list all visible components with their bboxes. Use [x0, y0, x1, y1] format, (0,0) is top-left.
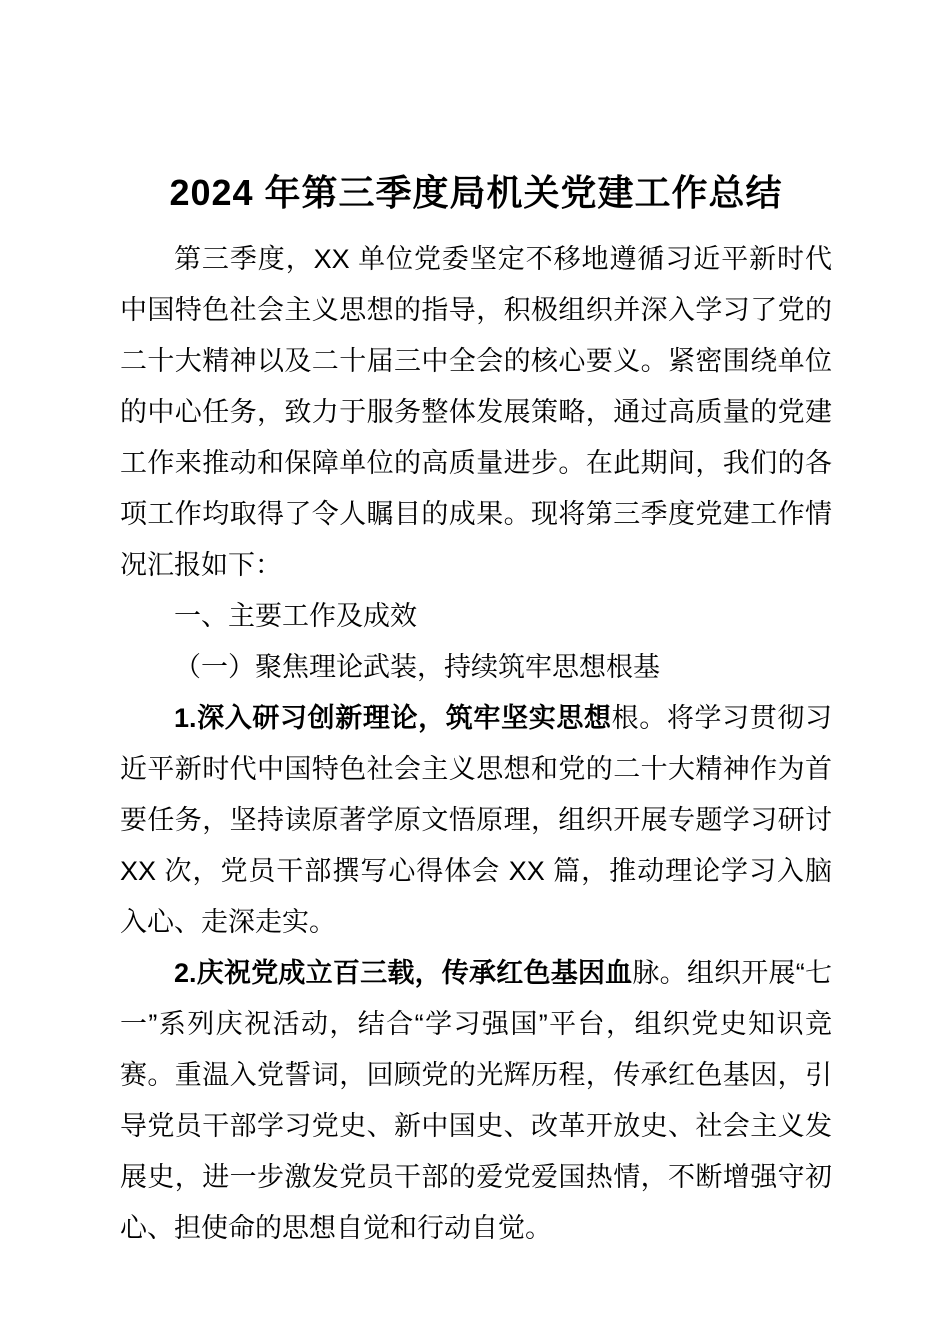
- document-body: [120, 234, 832, 1254]
- paragraph-numbered-item: [120, 948, 832, 1254]
- document-title: 2024 年第三季度局机关党建工作总结: [169, 172, 783, 213]
- paragraph-sub-heading: [120, 642, 832, 693]
- text-run: 第三季度，XX 单位党委坚定不移地遵循习近平新时代中国特色社会主义思想的指导，积极组织并深入学习了党的二十大精神以及二十届三中全会的核心要义。紧密围绕单位的中心任务，致力于服务整体发展策略，通过高质量的党建工作来推动和保障单位的高质量进步。在此期间，我们的各项工作均取得了令人瞩目的成果。现将第三季度党建工作情况汇报如下：: [120, 244, 832, 580]
- paragraph-intro: [120, 234, 832, 591]
- paragraph-section-heading: [120, 591, 832, 642]
- bold-text-run: 2.庆祝党成立百三载，传承红色基因血: [174, 958, 633, 988]
- text-run: 一、主要工作及成效: [174, 601, 417, 631]
- text-run: 脉。组织开展“七一”系列庆祝活动，结合“学习强国”平台，组织党史知识竞赛。重温入党誓词，回顾党的光辉历程，传承红色基因，引导党员干部学习党史、新中国史、改革开放史、社会主义发展史，进一步激发党员干部的爱党爱国热情，不断增强守初心、担使命的思想自觉和行动自觉。: [120, 958, 832, 1243]
- text-run: （一）聚焦理论武装，持续筑牢思想根基: [174, 652, 660, 682]
- text-run: 根。将学习贯彻习近平新时代中国特色社会主义思想和党的二十大精神作为首要任务，坚持读原著学原文悟原理，组织开展专题学习研讨 XX 次，党员干部撰写心得体会 XX 篇，推动理论学习入脑入心、走深走实。: [120, 703, 832, 937]
- bold-text-run: 1.深入研习创新理论，筑牢坚实思想: [174, 703, 612, 733]
- paragraph-numbered-item: [120, 693, 832, 948]
